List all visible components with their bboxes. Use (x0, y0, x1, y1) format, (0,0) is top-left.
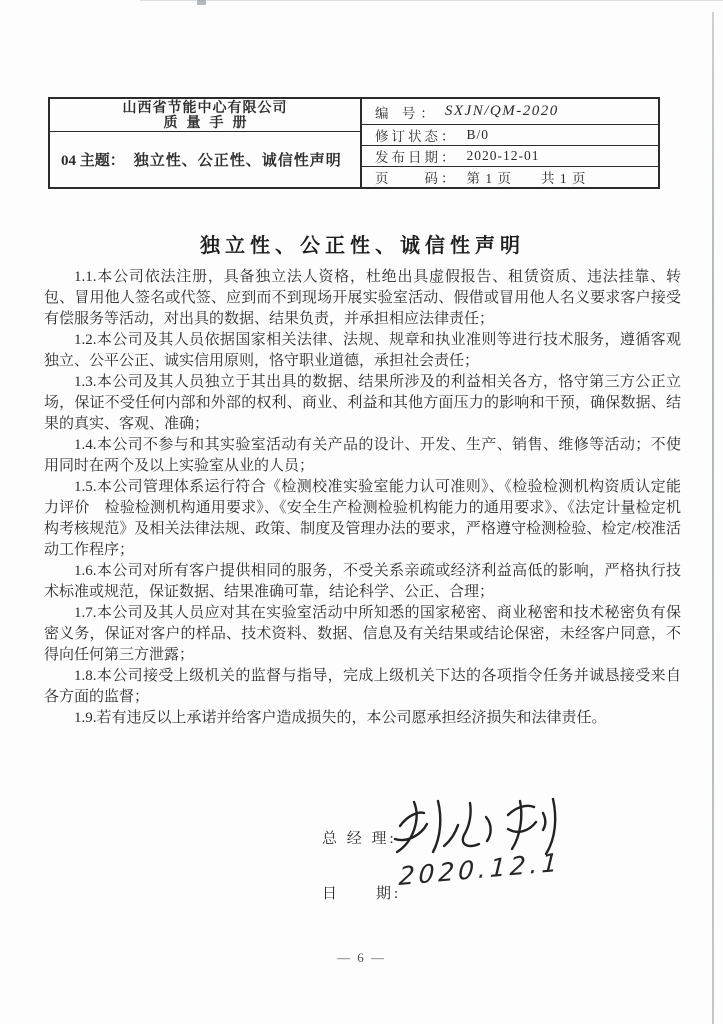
issue-date-label: 发布日期： (375, 150, 458, 165)
document-body (44, 267, 681, 729)
issue-date-row (362, 146, 658, 167)
date-handwriting: 2020.12.1 (398, 847, 563, 891)
page-number-value: 第 1 页 共 1 页 (466, 171, 587, 186)
header-table (48, 97, 660, 189)
paragraph-1-9: 1.9.若有违反以上承诺并给客户造成损失的，本公司愿承担经济损失和法律责任。 (74, 710, 607, 726)
header-table-left-column (50, 99, 362, 187)
subject-cell (50, 132, 360, 187)
scan-speck-artifact (197, 0, 206, 5)
company-title-cell (50, 99, 360, 132)
page-number-label: 页 码： (375, 171, 458, 186)
doc-number-label: 编 号： (375, 105, 439, 121)
paragraph-1-8: 1.8.本公司接受上级机关的监督与指导，完成上级机关下达的各项指令任务并诚恳接受来自各方面的监督； (44, 668, 681, 705)
general-manager-label: 总 经 理: (322, 831, 397, 847)
document-title: 独立性、公正性、诚信性声明 (200, 235, 525, 257)
company-name: 山西省节能中心有限公司 (122, 100, 288, 116)
paragraph-1-3: 1.3.本公司及其人员独立于其出具的数据、结果所涉及的利益相关各方，恪守第三方公正立场，保证不受任何内部和外部的权利、商业、利益和其他方面压力的影响和干预，确保数据、结果的真实、客观、准确； (44, 374, 681, 432)
paragraph-1-4: 1.4.本公司不参与和其实验室活动有关产品的设计、开发、生产、销售、维修等活动；不使用同时在两个及以上实验室从业的人员； (44, 437, 681, 474)
doc-number-value: SXJN/QM-2020 (444, 103, 559, 119)
paragraph-1-2: 1.2.本公司及其人员依据国家相关法律、法规、规章和执业准则等进行技术服务，遵循客观独立、公平公正、诚实信用原则，恪守职业道德，承担社会责任； (44, 332, 681, 369)
scan-edge-right-artifact (712, 12, 714, 1024)
footer-page-number: — 6 — (337, 950, 386, 965)
manual-name: 质量手册 (163, 115, 256, 131)
revision-label: 修订状态： (375, 129, 458, 144)
paragraph-1-5: 1.5.本公司管理体系运行符合《检测校准实验室能力认可准则》、《检验检测机构资质认定能力评价 检验检测机构通用要求》、《安全生产检测检验机构能力的通用要求》、《法定计量检定机构考核规范》及相关法律法规、政策、制度及管理办法的要求，严格遵守检测检验、检定/校准活动工作程序； (44, 479, 681, 558)
paragraph-1-6: 1.6.本公司对所有客户提供相同的服务，不受关系亲疏或经济利益高低的影响，严格执行技术标准或规范，保证数据、结果准确可靠，结论科学、公正、合理； (44, 563, 681, 600)
header-table-right-column (362, 99, 658, 187)
issue-date-value: 2020-12-01 (466, 148, 540, 163)
paragraph-1-7: 1.7.本公司及其人员应对其在实验室活动中所知悉的国家秘密、商业秘密和技术秘密负有保密义务，保证对客户的样品、技术资料、数据、信息及有关结果或结论保密，未经客户同意，不得向任何第三方泄露； (44, 605, 681, 663)
paragraph-1-1: 1.1.本公司依法注册，具备独立法人资格，杜绝出具虚假报告、租赁资质、违法挂靠、转包、冒用他人签名或代签、应到而不到现场开展实验室活动、假借或冒用他人名义要求客户接受有偿服务等活动，对出具的数据、结果负责，并承担相应法律责任； (44, 269, 681, 327)
revision-row (362, 125, 658, 146)
revision-value: B/0 (466, 127, 490, 142)
subject-value: 独立性、公正性、诚信性声明 (133, 153, 342, 169)
doc-number-row (362, 99, 658, 125)
date-label: 日 期: (322, 886, 402, 902)
page-number-row (362, 167, 658, 187)
subject-label: 04 主题： (61, 153, 125, 169)
scan-edge-top-artifact (140, 0, 723, 1)
